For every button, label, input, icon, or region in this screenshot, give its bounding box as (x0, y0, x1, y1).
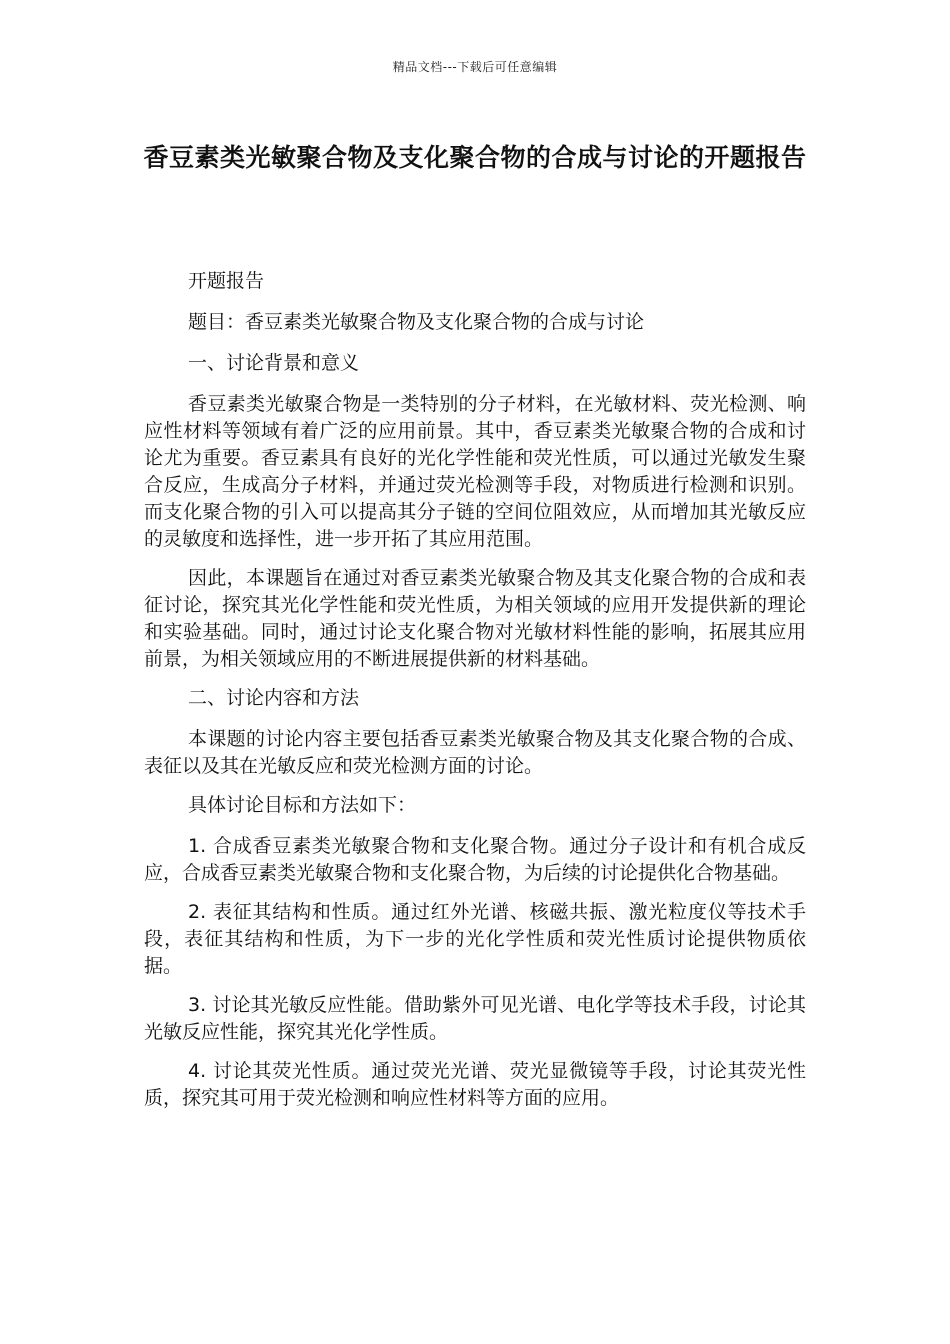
list-item-photoreaction: 3. 讨论其光敏反应性能。借助紫外可见光谱、电化学等技术手段，讨论其光敏反应性能，探究其光化学性质。 (144, 994, 806, 1043)
paragraph-content-summary: 本课题的讨论内容主要包括香豆素类光敏聚合物及其支化聚合物的合成、表征以及其在光敏反应和荧光检测方面的讨论。 (144, 728, 806, 777)
list-item-characterization: 2. 表征其结构和性质。通过红外光谱、核磁共振、激光粒度仪等技术手段，表征其结构和性质，为下一步的光化学性质和荧光性质讨论提供物质依据。 (144, 901, 806, 977)
paragraph-background: 香豆素类光敏聚合物是一类特别的分子材料，在光敏材料、荧光检测、响应性材料等领域有着广泛的应用前景。其中，香豆素类光敏聚合物的合成和讨论尤为重要。香豆素具有良好的光化学性能和荧光性质，可以通过光敏发生聚合反应，生成高分子材料，并通过荧光检测等手段，对物质进行检测和识别。而支化聚合物的引入可以提高其分子链的空间位阻效应，从而增加其光敏反应的灵敏度和选择性，进一步开拓了其应用范围。 (144, 393, 806, 550)
header-note: 精品文档---下载后可任意编辑 (392, 60, 558, 74)
topic-line: 题目：香豆素类光敏聚合物及支化聚合物的合成与讨论 (188, 311, 645, 333)
section-heading-content-methods: 二、讨论内容和方法 (188, 687, 360, 709)
list-item-fluorescence: 4. 讨论其荧光性质。通过荧光光谱、荧光显微镜等手段，讨论其荧光性质，探究其可用于荧光检测和响应性材料等方面的应用。 (144, 1060, 806, 1109)
document-body (144, 268, 806, 1124)
document-title: 香豆素类光敏聚合物及支化聚合物的合成与讨论的开题报告 (143, 143, 807, 172)
section-heading-background: 一、讨论背景和意义 (188, 352, 360, 374)
report-label: 开题报告 (188, 270, 265, 292)
paragraph-goals-intro: 具体讨论目标和方法如下： (188, 794, 417, 816)
paragraph-purpose: 因此，本课题旨在通过对香豆素类光敏聚合物及其支化聚合物的合成和表征讨论，探究其光化学性能和荧光性质，为相关领域的应用开发提供新的理论和实验基础。同时，通过讨论支化聚合物对光敏材料性能的影响，拓展其应用前景，为相关领域应用的不断进展提供新的材料基础。 (144, 567, 806, 670)
list-item-synthesis: 1. 合成香豆素类光敏聚合物和支化聚合物。通过分子设计和有机合成反应，合成香豆素类光敏聚合物和支化聚合物，为后续的讨论提供化合物基础。 (144, 835, 806, 884)
